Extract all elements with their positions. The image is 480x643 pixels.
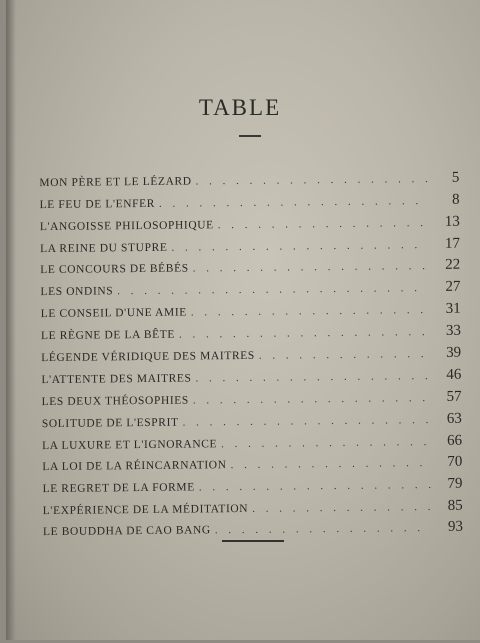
toc-entry-page: 39 (446, 344, 462, 361)
toc-entry-title: LE CONCOURS DE BÉBÉS (40, 262, 189, 277)
toc-entry (42, 411, 462, 435)
toc-entry-page: 85 (447, 497, 463, 514)
toc-entry (40, 214, 460, 238)
page-title: TABLE (198, 95, 282, 120)
toc-entry-page: 79 (447, 475, 463, 492)
toc-entry (41, 323, 461, 347)
toc-entry-page: 46 (446, 366, 462, 383)
leader-dots (183, 414, 430, 429)
toc-entry-page: 93 (447, 518, 464, 535)
toc-entry-title: MON PÈRE ET LE LÉZARD (39, 175, 192, 190)
toc-entry-title: LA REINE DU STUPRE (39, 241, 168, 256)
leader-dots (252, 501, 431, 515)
toc-entry-page: 57 (446, 388, 462, 405)
toc-entry-title: LES ONDINS (40, 285, 114, 299)
toc-entry-page: 70 (447, 453, 463, 470)
leader-dots (159, 195, 428, 210)
toc-entry-page: 31 (445, 300, 461, 317)
toc-entry-title: SOLITUDE DE L'ESPRIT (41, 416, 179, 431)
toc-entry-page: 27 (445, 278, 461, 295)
toc-entry (42, 476, 462, 500)
leader-dots (179, 326, 429, 341)
leader-dots (215, 522, 431, 536)
toc-entry-page: 33 (445, 322, 461, 339)
leader-dots (193, 392, 430, 406)
end-divider (222, 540, 284, 542)
leader-dots (221, 436, 430, 450)
leader-dots (196, 173, 428, 187)
toc-entry-page: 13 (444, 213, 460, 230)
toc-entry (42, 454, 462, 478)
leader-dots (231, 457, 431, 471)
toc-entry-title: LE FEU DE L'ENFER (39, 197, 156, 212)
toc-entry-title: LE RÈGNE DE LA BÊTE (40, 328, 176, 343)
toc-entry-title: LE REGRET DE LA FORME (42, 481, 195, 496)
leader-dots (193, 260, 429, 274)
toc-entry-title: L'ATTENTE DES MAITRES (41, 372, 192, 387)
toc-entry-page: 22 (445, 256, 461, 273)
toc-entry-page: 5 (451, 169, 460, 186)
leader-dots (171, 239, 428, 254)
toc-entry (41, 367, 461, 391)
toc-entry-title: LA LOI DE LA RÉINCARNATION (42, 459, 227, 474)
toc-entry-title: L'ANGOISSE PHILOSOPHIQUE (39, 219, 214, 234)
toc-entry-page: 63 (446, 410, 462, 427)
toc-entry (40, 279, 460, 303)
toc-entry-title: LE CONSEIL D'UNE AMIE (40, 306, 187, 321)
leader-dots (191, 304, 429, 318)
toc-entry-title: LE BOUDDHA DE CAO BANG (42, 524, 211, 539)
toc-entry (39, 170, 459, 194)
toc-entry (42, 389, 462, 413)
leader-dots (195, 370, 429, 384)
toc-entry-title: L'EXPÉRIENCE DE LA MÉDITATION (42, 502, 249, 518)
leader-dots (259, 348, 429, 362)
toc-entry-title: LES DEUX THÉOSOPHIES (41, 394, 189, 409)
toc-entry (39, 192, 459, 216)
toc-entry-page: 66 (446, 432, 463, 449)
toc-entry (41, 345, 461, 369)
toc-entry-title: LA LUXURE ET L'IGNORANCE (42, 438, 218, 453)
toc-entry-page: 17 (444, 235, 461, 252)
toc-entry (41, 301, 461, 325)
leader-dots (199, 479, 431, 493)
toc-entry-page: 8 (451, 191, 460, 208)
toc-entry (40, 257, 460, 281)
toc-entry-title: LÉGENDE VÉRIDIQUE DES MAITRES (41, 349, 255, 365)
leader-dots (117, 282, 428, 297)
leader-dots (218, 217, 428, 231)
